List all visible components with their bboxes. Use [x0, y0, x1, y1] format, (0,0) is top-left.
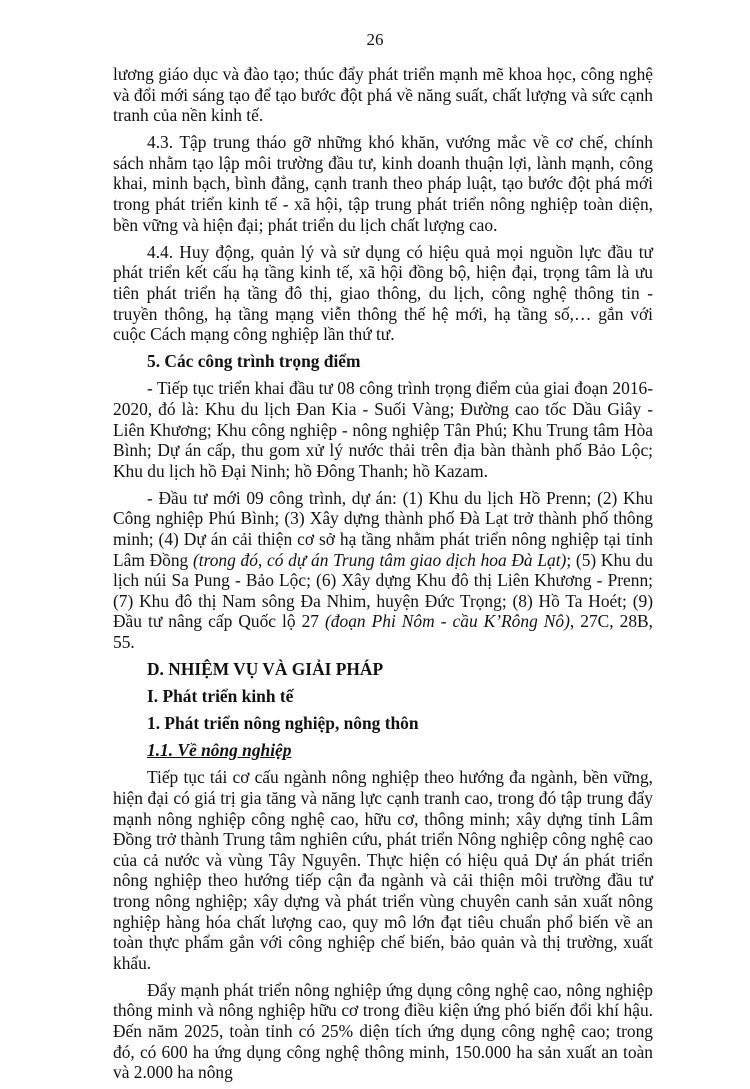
heading-tasks-solutions: D. NHIỆM VỤ VÀ GIẢI PHÁP: [147, 659, 384, 680]
new-investment-text-a: - Đầu tư mới 09 công trình, dự án: (1) Khu du lịch Hồ Prenn; (2) Khu Công nghiệp Phú Bình; (3) Xây dựng thành phố Đà Lạt trở thành phố thông minh; (4) Dự án cải thiện cơ sở hạ tầng nhằm phát triển nông nghiệp tại tỉnh Lâm Đồng: [113, 487, 653, 570]
paragraph-4-3: 4.3. Tập trung tháo gỡ những khó khăn, vướng mắc về cơ chế, chính sách nhằm tạo lập môi trường đầu tư, kinh doanh thuận lợi, lành mạnh, công khai, minh bạch, bình đẳng, cạnh tranh theo pháp luật, tạo bước đột phá mới trong phát triển kinh tế - xã hội, tập trung phát triển nông nghiệp toàn diện, bền vững và hiện đại; phát triển du lịch chất lượng cao.: [113, 132, 653, 235]
new-investment-note-2: (đoạn Phi Nôm - cầu K’Rông Nô): [325, 611, 570, 632]
paragraph-hitech-agriculture: Đẩy mạnh phát triển nông nghiệp ứng dụng công nghệ cao, nông nghiệp thông minh và nông nghiệp hữu cơ trong điều kiện ứng phó biến đổi khí hậu. Đến năm 2025, toàn tỉnh có 25% diện tích ứng dụng công nghệ cao; trong đó, có 600 ha ứng dụng công nghệ thông minh, 150.000 ha sản xuất an toàn và 2.000 ha nông: [113, 979, 653, 1083]
paragraph-continuation: lương giáo dục và đào tạo; thúc đẩy phát triển mạnh mẽ khoa học, công nghệ và đổi mới sáng tạo để tạo bước đột phá về năng suất, chất lượng và sức cạnh tranh của nền kinh tế.: [113, 64, 653, 126]
new-investment-note-1: (trong đó, có dự án Trung tâm giao dịch hoa Đà Lạt): [192, 549, 567, 570]
heading-economic-development: I. Phát triển kinh tế: [147, 686, 294, 707]
heading-agriculture: 1.1. Về nông nghiệp: [147, 740, 292, 761]
paragraph-new-investment: [113, 488, 653, 653]
new-investment-text-c: , 27C, 28B, 55.: [113, 611, 654, 652]
page-number: 26: [366, 30, 384, 49]
new-investment-text-b: ; (5) Khu du lịch núi Sa Pung - Bảo Lộc; (6) Xây dựng Khu đô thị Liên Khương - Prenn; (7) Khu đô thị Nam sông Đa Nhim, huyện Đức Trọng; (8) Hồ Ta Hoét; (9) Đầu tư nâng cấp Quốc lộ 27: [113, 549, 653, 632]
paragraph-continue-investment: - Tiếp tục triển khai đầu tư 08 công trình trọng điểm của giai đoạn 2016-2020, đó là: Khu du lịch Đan Kia - Suối Vàng; Đường cao tốc Dầu Giây - Liên Khương; Khu công nghiệp - nông nghiệp Tân Phú; Khu Trung tâm Hòa Bình; Dự án cấp, thu gom xử lý nước thải trên địa bàn thành phố Bảo Lộc; Khu du lịch hồ Đại Ninh; hồ Đông Thanh; hồ Kazam.: [113, 378, 653, 481]
paragraph-4-4: 4.4. Huy động, quản lý và sử dụng có hiệu quả mọi nguồn lực đầu tư phát triển kết cấu hạ tầng kinh tế, xã hội đồng bộ, hiện đại, trọng tâm là ưu tiên phát triển hạ tầng đô thị, giao thông, du lịch, công nghệ thông tin - truyền thông, hạ tầng mạng viễn thông thế hệ mới, hạ tầng số,… gắn với cuộc Cách mạng công nghiệp lần thứ tư.: [113, 241, 653, 345]
heading-agriculture-rural: 1. Phát triển nông nghiệp, nông thôn: [147, 713, 419, 734]
heading-key-projects: 5. Các công trình trọng điểm: [147, 351, 361, 372]
document-body: [113, 64, 653, 1089]
paragraph-restructure-agriculture: Tiếp tục tái cơ cấu ngành nông nghiệp theo hướng đa ngành, bền vững, hiện đại có giá trị gia tăng và năng lực cạnh tranh cao, trong đó tập trung đẩy mạnh nông nghiệp công nghệ cao, hữu cơ, thông minh; xây dựng tỉnh Lâm Đồng trở thành Trung tâm nghiên cứu, phát triển Nông nghiệp công nghệ cao của cả nước và vùng Tây Nguyên. Thực hiện có hiệu quả Dự án phát triển nông nghiệp theo hướng tiếp cận đa ngành và cải thiện môi trường đầu tư trong nông nghiệp; xây dựng và phát triển vùng chuyên canh sản xuất nông nghiệp hàng hóa chất lượng cao, quy mô lớn đạt tiêu chuẩn phổ biến về an toàn thực phẩm gắn với công nghiệp chế biến, bảo quản và thị trường, xuất khẩu.: [113, 767, 653, 973]
